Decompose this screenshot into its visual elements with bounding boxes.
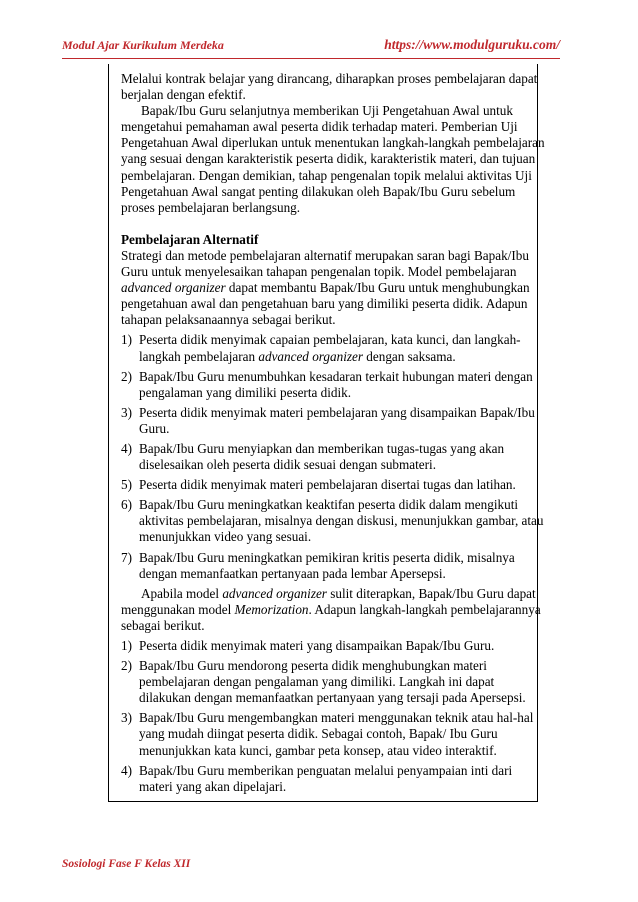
section-heading: Pembelajaran Alternatif xyxy=(121,231,259,247)
list-item: 7) Bapak/Ibu Guru meningkatkan pemikiran kritis peserta didik, misalnya dengan memanfaatkan pertanyaan pada lembar Apersepsi. xyxy=(121,549,515,581)
list-item: 4) Bapak/Ibu Guru memberikan penguatan melalui penyampaian inti dari materi yang akan dipelajari. xyxy=(121,762,513,794)
advanced-organizer-steps xyxy=(121,332,545,581)
memorization-steps xyxy=(121,638,545,795)
intro-continuation: Melalui kontrak belajar yang dirancang, diharapkan proses pembelajaran dapat berjalan dengan efektif. xyxy=(121,71,538,103)
list-item: 1) Peserta didik menyimak capaian pembelajaran, kata kunci, dan langkah-langkah pembelajaran advanced organizer dengan saksama. xyxy=(121,332,521,364)
footer-subject-label: Sosiologi Fase F Kelas XII xyxy=(62,858,191,870)
list-item: 6) Bapak/Ibu Guru meningkatkan keaktifan peserta didik dalam mengikuti aktivitas pembelajaran, misalnya dengan diskusi, menunjukkan gambar, atau menunjukkan video yang sesuai. xyxy=(121,497,544,545)
list-item: 1) Peserta didik menyimak materi yang disampaikan Bapak/Ibu Guru. xyxy=(121,638,495,653)
document-body xyxy=(121,71,545,795)
uji-pengetahuan-paragraph: Bapak/Ibu Guru selanjutnya memberikan Uji Pengetahuan Awal untuk mengetahui pemahaman awal peserta didik terhadap materi. Pemberian Uji Pengetahuan Awal diperlukan untuk menentukan langkah-langkah pembelajaran yang sesuai dengan karakteristik peserta didik, karakteristik materi, dan tujuan pembelajaran. Dengan demikian, tahap pengenalan topik melalui aktivitas Uji Pengetahuan Awal sangat penting dilakukan oleh Bapak/Ibu Guru sebelum proses pembelajaran berlangsung. xyxy=(121,103,545,215)
list-item: 3) Bapak/Ibu Guru mengembangkan materi menggunakan teknik atau hal-hal yang mudah diingat peserta didik. Sebagai contoh, Bapak/ Ibu Guru menunjukkan kata kunci, gambar peta konsep, atau video interaktif. xyxy=(121,710,534,758)
alternative-intro-paragraph: Strategi dan metode pembelajaran alternatif merupakan saran bagi Bapak/Ibu Guru untuk menyelesaikan tahapan pengenalan topik. Model pembelajaran advanced organizer dapat membantu Bapak/Ibu Guru untuk menghubungkan pengetahuan awal dan pengetahuan baru yang dimiliki peserta didik. Adapun tahapan pelaksanaannya sebagai berikut. xyxy=(121,247,530,328)
list-item: 3) Peserta didik menyimak materi pembelajaran yang disampaikan Bapak/Ibu Guru. xyxy=(121,404,535,436)
list-item: 5) Peserta didik menyimak materi pembelajaran disertai tugas dan latihan. xyxy=(121,477,516,493)
header-module-title: Modul Ajar Kurikulum Merdeka xyxy=(62,38,224,52)
header-website-link[interactable]: https://www.modulguruku.com/ xyxy=(384,37,560,52)
list-item: 2) Bapak/Ibu Guru mendorong peserta didik menghubungkan materi pembelajaran dengan pengalaman yang dimiliki. Langkah ini dapat dilakukan dengan memanfaatkan pertanyaan yang tersaji pada Apersepsi. xyxy=(121,658,526,706)
header-divider xyxy=(62,58,560,59)
list-item: 2) Bapak/Ibu Guru menumbuhkan kesadaran terkait hubungan materi dengan pengalaman yang dimiliki peserta didik. xyxy=(121,368,533,400)
memorization-intro-paragraph: Apabila model advanced organizer sulit diterapkan, Bapak/Ibu Guru dapat menggunakan model Memorization. Adapun langkah-langkah pembelajarannya sebagai berikut. xyxy=(121,585,541,633)
list-item: 4) Bapak/Ibu Guru menyiapkan dan memberikan tugas-tugas yang akan diselesaikan oleh peserta didik sesuai dengan submateri. xyxy=(121,440,505,473)
